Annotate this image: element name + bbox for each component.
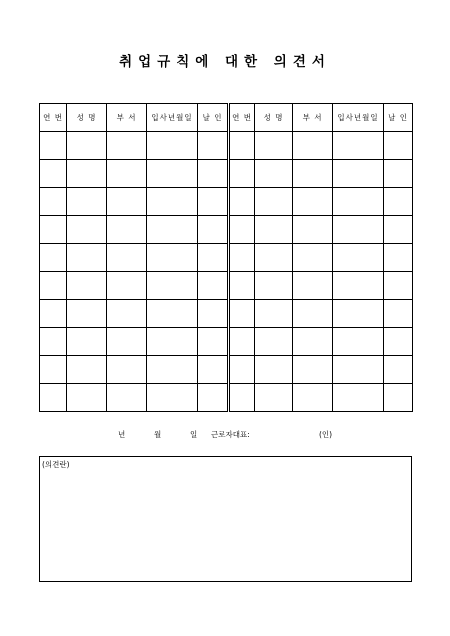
table-cell[interactable]	[384, 300, 413, 328]
header-dept-left: 부 서	[107, 104, 147, 132]
header-seq-left: 연 번	[40, 104, 67, 132]
table-cell[interactable]	[67, 132, 107, 160]
table-cell[interactable]	[333, 216, 384, 244]
table-row	[40, 384, 413, 412]
table-cell[interactable]	[255, 300, 293, 328]
table-cell[interactable]	[198, 300, 229, 328]
table-cell[interactable]	[107, 272, 147, 300]
table-cell[interactable]	[333, 160, 384, 188]
table-header-row	[40, 104, 413, 132]
document-title: 취업규칙에 대한 의견서	[119, 54, 331, 70]
table-cell[interactable]	[293, 188, 333, 216]
table-cell[interactable]	[384, 328, 413, 356]
table-cell[interactable]	[255, 132, 293, 160]
table-cell[interactable]	[40, 244, 67, 272]
seal-mark: (인)	[319, 430, 333, 439]
table-cell[interactable]	[384, 356, 413, 384]
table-row	[40, 356, 413, 384]
table-cell[interactable]	[255, 356, 293, 384]
table-cell[interactable]	[67, 216, 107, 244]
header-name-right: 성 명	[255, 104, 293, 132]
table-cell[interactable]	[67, 328, 107, 356]
table-cell[interactable]	[255, 272, 293, 300]
table-cell[interactable]	[255, 188, 293, 216]
table-cell[interactable]	[384, 132, 413, 160]
table-cell[interactable]	[333, 244, 384, 272]
table-cell[interactable]	[67, 272, 107, 300]
table-cell[interactable]	[229, 272, 255, 300]
table-cell[interactable]	[255, 328, 293, 356]
table-cell[interactable]	[40, 216, 67, 244]
header-seq-right: 연 번	[229, 104, 255, 132]
table-cell[interactable]	[229, 300, 255, 328]
table-cell[interactable]	[255, 160, 293, 188]
table-cell[interactable]	[293, 356, 333, 384]
table-cell[interactable]	[67, 384, 107, 412]
table-cell[interactable]	[384, 160, 413, 188]
table-cell[interactable]	[40, 384, 67, 412]
table-cell[interactable]	[107, 216, 147, 244]
table-cell[interactable]	[198, 384, 229, 412]
table-cell[interactable]	[229, 216, 255, 244]
table-cell[interactable]	[255, 216, 293, 244]
table-cell[interactable]	[147, 188, 198, 216]
table-cell[interactable]	[384, 384, 413, 412]
table-row	[40, 328, 413, 356]
table-cell[interactable]	[67, 244, 107, 272]
table-cell[interactable]	[40, 328, 67, 356]
table-cell[interactable]	[333, 328, 384, 356]
table-body	[40, 132, 413, 412]
table-cell[interactable]	[229, 356, 255, 384]
table-row	[40, 160, 413, 188]
table-cell[interactable]	[293, 244, 333, 272]
table-cell[interactable]	[40, 132, 67, 160]
table-cell[interactable]	[67, 160, 107, 188]
table-row	[40, 216, 413, 244]
table-cell[interactable]	[229, 384, 255, 412]
header-seal-left: 날 인	[198, 104, 229, 132]
table-cell[interactable]	[229, 160, 255, 188]
table-cell[interactable]	[40, 300, 67, 328]
table-cell[interactable]	[293, 384, 333, 412]
table-cell[interactable]	[229, 132, 255, 160]
table-cell[interactable]	[40, 160, 67, 188]
header-name-left: 성 명	[67, 104, 107, 132]
table-cell[interactable]	[333, 300, 384, 328]
header-seal-right: 날 인	[384, 104, 413, 132]
table-cell[interactable]	[147, 160, 198, 188]
table-cell[interactable]	[229, 188, 255, 216]
table-row	[40, 300, 413, 328]
table-cell[interactable]	[384, 216, 413, 244]
table-cell[interactable]	[333, 132, 384, 160]
table-cell[interactable]	[107, 384, 147, 412]
table-cell[interactable]	[107, 300, 147, 328]
table-cell[interactable]	[293, 272, 333, 300]
year-label: 년	[118, 430, 126, 439]
table-cell[interactable]	[147, 132, 198, 160]
table-cell[interactable]	[333, 272, 384, 300]
employee-table	[39, 103, 413, 412]
table-cell[interactable]	[293, 132, 333, 160]
representative-label: 근로자대표:	[211, 430, 250, 439]
table-row	[40, 244, 413, 272]
table-cell[interactable]	[67, 188, 107, 216]
table-cell[interactable]	[384, 188, 413, 216]
table-cell[interactable]	[67, 356, 107, 384]
table-cell[interactable]	[255, 244, 293, 272]
table-cell[interactable]	[147, 216, 198, 244]
table-cell[interactable]	[293, 328, 333, 356]
table-cell[interactable]	[333, 384, 384, 412]
month-label: 월	[154, 430, 162, 439]
table-cell[interactable]	[147, 356, 198, 384]
table-row	[40, 132, 413, 160]
table-row	[40, 188, 413, 216]
table-cell[interactable]	[384, 244, 413, 272]
header-hire-date-left: 입사년월일	[147, 104, 198, 132]
table-cell[interactable]	[198, 132, 229, 160]
table-cell[interactable]	[147, 244, 198, 272]
table-cell[interactable]	[198, 244, 229, 272]
table-cell[interactable]	[40, 188, 67, 216]
table-cell[interactable]	[107, 356, 147, 384]
table-cell[interactable]	[107, 160, 147, 188]
table-cell[interactable]	[67, 300, 107, 328]
opinion-label: (의견란)	[42, 460, 70, 469]
table-cell[interactable]	[198, 216, 229, 244]
table-row	[40, 272, 413, 300]
day-label: 일	[190, 430, 198, 439]
table-cell[interactable]	[384, 272, 413, 300]
table-cell[interactable]	[333, 356, 384, 384]
table-cell[interactable]	[293, 216, 333, 244]
table-cell[interactable]	[229, 328, 255, 356]
table-cell[interactable]	[198, 356, 229, 384]
header-dept-right: 부 서	[293, 104, 333, 132]
header-hire-date-right: 입사년월일	[333, 104, 384, 132]
table-cell[interactable]	[40, 272, 67, 300]
table-cell[interactable]	[107, 328, 147, 356]
opinion-box[interactable]	[39, 456, 412, 582]
table-cell[interactable]	[255, 384, 293, 412]
table-cell[interactable]	[147, 328, 198, 356]
table-cell[interactable]	[229, 244, 255, 272]
table-cell[interactable]	[147, 300, 198, 328]
table-cell[interactable]	[107, 188, 147, 216]
table-cell[interactable]	[198, 188, 229, 216]
table-cell[interactable]	[107, 132, 147, 160]
table-cell[interactable]	[333, 188, 384, 216]
table-cell[interactable]	[198, 160, 229, 188]
table-cell[interactable]	[198, 272, 229, 300]
table-cell[interactable]	[293, 160, 333, 188]
table-cell[interactable]	[147, 384, 198, 412]
table-cell[interactable]	[40, 356, 67, 384]
table-cell[interactable]	[198, 328, 229, 356]
table-cell[interactable]	[293, 300, 333, 328]
table-cell[interactable]	[107, 244, 147, 272]
table-cell[interactable]	[147, 272, 198, 300]
